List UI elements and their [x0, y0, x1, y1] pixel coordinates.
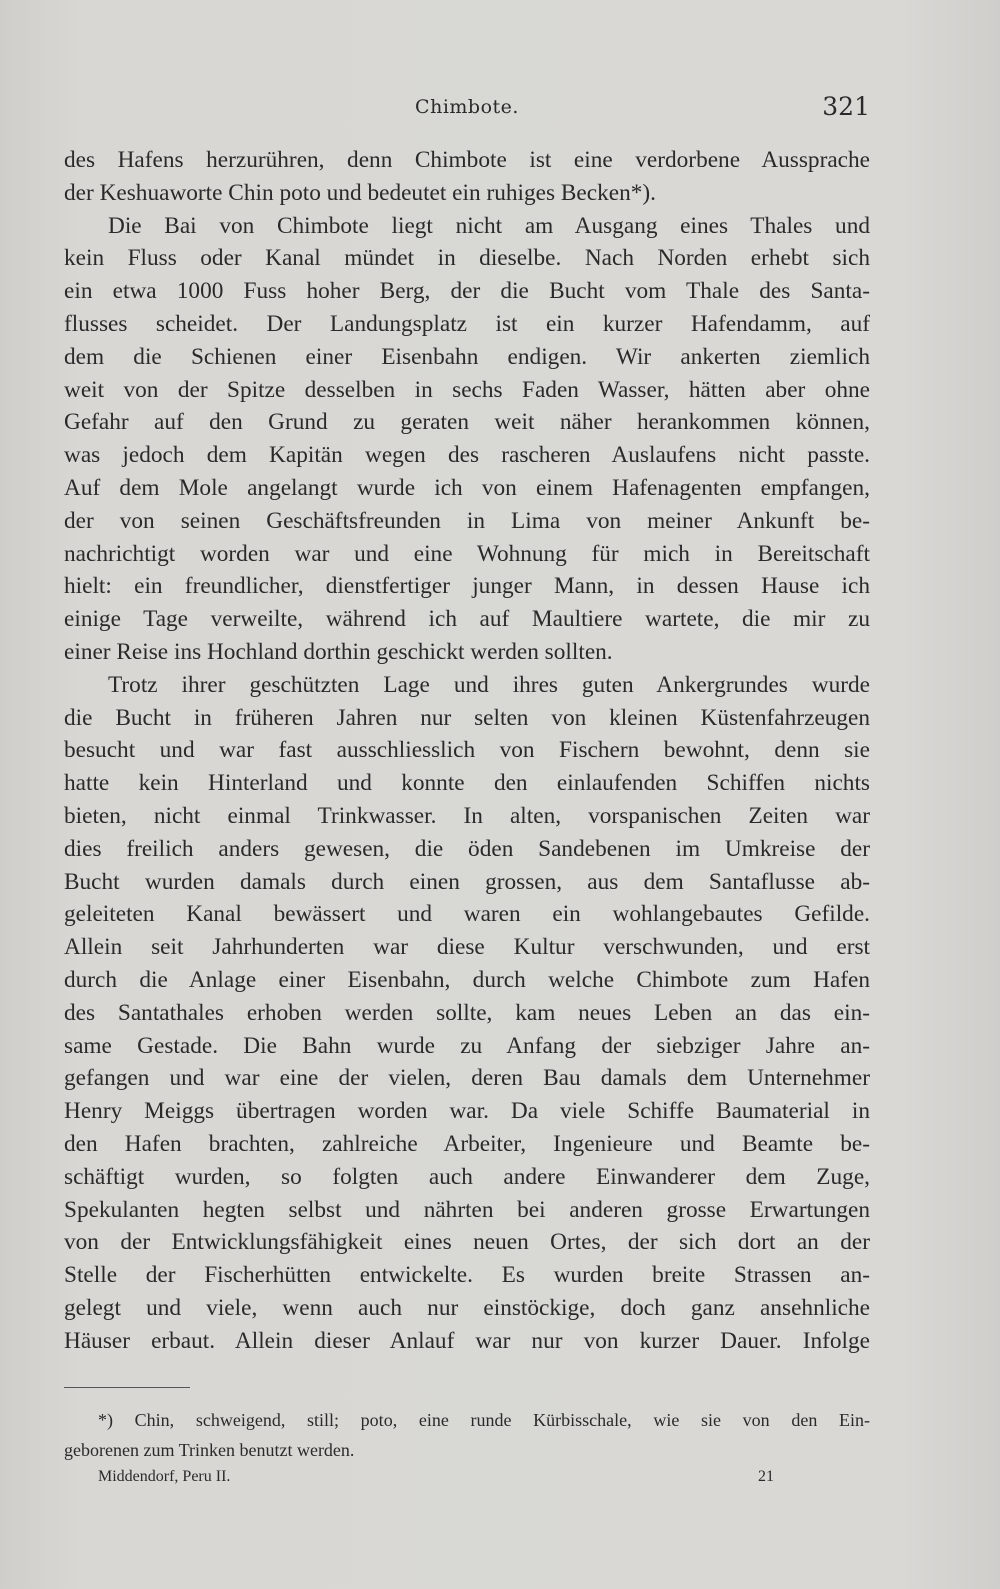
running-title: Chimbote.: [415, 96, 519, 118]
printer-signature: [98, 1468, 774, 1494]
page-number: 321: [822, 92, 870, 121]
text-line: des Hafens herzurühren, denn Chimbote ist eine verdorbene Aussprache: [64, 147, 870, 173]
text-line: der Keshuaworte Chin poto und bedeutet ein ruhiges Becken*).: [64, 179, 656, 206]
text-line: dem die Schienen einer Eisenbahn endigen. Wir ankerten ziemlich: [64, 343, 870, 370]
text-line: der von seinen Geschäftsfreunden in Lima von meiner Ankunft be-: [64, 507, 870, 534]
text-line: kein Fluss oder Kanal mündet in dieselbe. Nach Norden erhebt sich: [64, 245, 870, 272]
footnote: [64, 1405, 870, 1465]
text-line: flusses scheidet. Der Landungsplatz ist ein kurzer Hafendamm, auf: [64, 310, 870, 337]
text-line: was jedoch dem Kapitän wegen des rascheren Auslaufens nicht passte.: [64, 442, 870, 469]
text-line: Stelle der Fischerhütten entwickelte. Es wurden breite Strassen an-: [64, 1262, 870, 1289]
text-line: Trotz ihrer geschützten Lage und ihres guten Ankergrundes wurde: [108, 671, 870, 698]
text-line: weit von der Spitze desselben in sechs Faden Wasser, hätten aber ohne: [64, 376, 870, 403]
text-line: gefangen und war eine der vielen, deren Bau damals dem Unternehmer: [64, 1065, 870, 1092]
sheet-number: 21: [758, 1468, 774, 1485]
body-text: [64, 144, 870, 1357]
text-line: Bucht wurden damals durch einen grossen, aus dem Santaflusse ab-: [64, 868, 870, 895]
text-line: Die Bai von Chimbote liegt nicht am Ausgang eines Thales und: [108, 212, 870, 239]
text-line: Auf dem Mole angelangt wurde ich von einem Hafenagenten empfangen,: [64, 474, 870, 501]
text-line: Allein seit Jahrhunderten war diese Kultur verschwunden, und erst: [64, 934, 870, 961]
text-line: den Hafen brachten, zahlreiche Arbeiter, Ingenieure und Beamte be-: [64, 1130, 870, 1157]
text-line: schäftigt wurden, so folgten auch andere Einwanderer dem Zuge,: [64, 1163, 870, 1190]
text-line: Gefahr auf den Grund zu geraten weit näher herankommen können,: [64, 409, 870, 436]
footnote-line: *) Chin, schweigend, still; poto, eine runde Kürbisschale, wie sie von den Ein-: [98, 1410, 870, 1430]
text-line: Henry Meiggs übertragen worden war. Da viele Schiffe Baumaterial in: [64, 1098, 870, 1125]
text-line: Häuser erbaut. Allein dieser Anlauf war nur von kurzer Dauer. Infolge: [64, 1327, 870, 1354]
text-line: Spekulanten hegten selbst und nährten bei anderen grosse Erwartungen: [64, 1196, 870, 1223]
text-line: einer Reise ins Hochland dorthin geschickt werden sollten.: [64, 638, 613, 665]
text-line: nachrichtigt worden war und eine Wohnung für mich in Bereitschaft: [64, 540, 870, 567]
text-line: gelegt und viele, wenn auch nur einstöckige, doch ganz ansehnliche: [64, 1294, 870, 1321]
text-line: durch die Anlage einer Eisenbahn, durch welche Chimbote zum Hafen: [64, 966, 870, 993]
text-line: die Bucht in früheren Jahren nur selten von kleinen Küstenfahrzeugen: [64, 704, 870, 731]
running-head: [64, 92, 870, 132]
text-line: hielt: ein freundlicher, dienstfertiger junger Mann, in dessen Hause ich: [64, 573, 870, 600]
text-line: same Gestade. Die Bahn wurde zu Anfang der siebziger Jahre an-: [64, 1032, 870, 1059]
footnote-divider: [64, 1387, 190, 1388]
footnote-line: geborenen zum Trinken benutzt werden.: [64, 1440, 355, 1460]
text-line: dies freilich anders gewesen, die öden Sandebenen im Umkreise der: [64, 835, 870, 862]
text-line: hatte kein Hinterland und konnte den einlaufenden Schiffen nichts: [64, 770, 870, 797]
text-line: von der Entwicklungsfähigkeit eines neuen Ortes, der sich dort an der: [64, 1229, 870, 1256]
text-line: ein etwa 1000 Fuss hoher Berg, der die Bucht vom Thale des Santa-: [64, 278, 870, 305]
text-line: geleiteten Kanal bewässert und waren ein wohlangebautes Gefilde.: [64, 901, 870, 928]
text-line: des Santathales erhoben werden sollte, kam neues Leben an das ein-: [64, 999, 870, 1026]
text-line: besucht und war fast ausschliesslich von Fischern bewohnt, denn sie: [64, 737, 870, 764]
signature-title: Middendorf, Peru II.: [98, 1468, 231, 1485]
text-line: einige Tage verweilte, während ich auf Maultiere wartete, die mir zu: [64, 606, 870, 633]
text-line: bieten, nicht einmal Trinkwasser. In alten, vorspanischen Zeiten war: [64, 802, 870, 829]
